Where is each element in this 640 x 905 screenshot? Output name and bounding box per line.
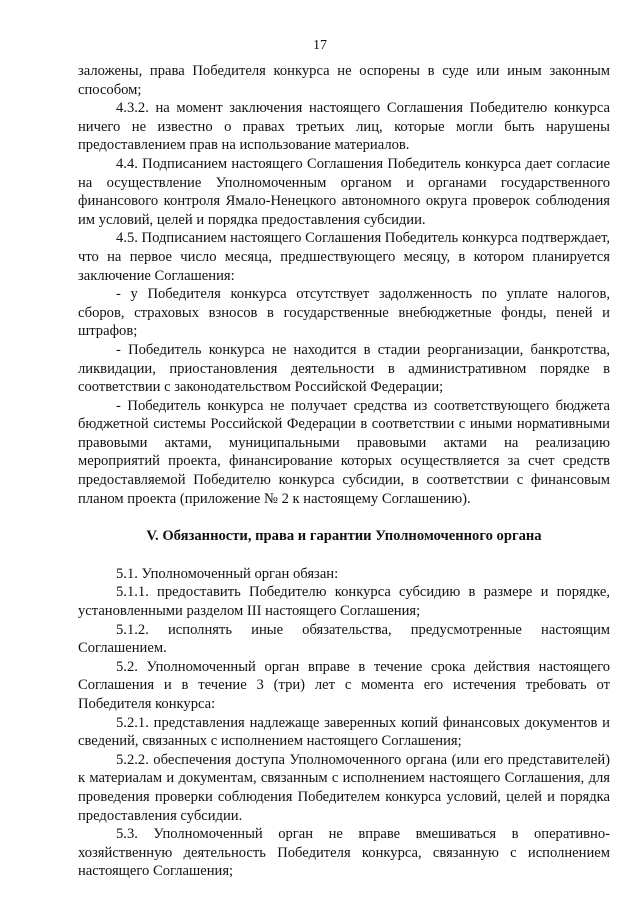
paragraph-5-2-1: 5.2.1. представления надлежаще заверенных копий финансовых документов и сведений, связанных с исполнением настоящего Соглашения; <box>78 714 610 750</box>
paragraph-5-1-2: 5.1.2. исполнять иные обязательства, предусмотренные настоящим Соглашением. <box>78 621 610 657</box>
paragraph-4-4: 4.4. Подписанием настоящего Соглашения Победитель конкурса дает согласие на осуществление Уполномоченным органом и органами государственного финансового контроля Ямало-Ненецкого автономного округа проверок соблюдения им условий, целей и порядка предоставления субсидии. <box>78 155 610 228</box>
list-item-no-reorganization: - Победитель конкурса не находится в стадии реорганизации, банкротства, ликвидации, приостановления деятельности в административном порядке в соответствии с законодательством Российской Федерации; <box>78 341 610 396</box>
paragraph-5-1: 5.1. Уполномоченный орган обязан: <box>116 565 339 582</box>
section-5-heading: V. Обязанности, права и гарантии Уполномоченного органа <box>146 528 542 545</box>
paragraph-5-2: 5.2. Уполномоченный орган вправе в течение срока действия настоящего Соглашения и в течение 3 (три) лет с момента его истечения требовать от Победителя конкурса: <box>78 658 610 712</box>
paragraph-5-2-2: 5.2.2. обеспечения доступа Уполномоченного органа (или его представителей) к материалам и документам, связанным с исполнением настоящего Соглашения, для проведения проверки соблюдения Победителем конкурса условий, целей и порядка предоставления субсидии. <box>78 751 610 824</box>
page-number: 17 <box>313 38 327 53</box>
paragraph-4-3-1-continuation: заложены, права Победителя конкурса не оспорены в суде или иным законным способом; <box>78 63 610 98</box>
document-body <box>78 62 610 881</box>
list-item-no-debt: - у Победителя конкурса отсутствует задолженность по уплате налогов, сборов, страховых взносов в государственные внебюджетные фонды, пеней и штрафов; <box>78 286 610 340</box>
paragraph-5-3: 5.3. Уполномоченный орган не вправе вмешиваться в оперативно-хозяйственную деятельность Победителя конкурса, связанную с исполнением настоящего Соглашения; <box>78 826 610 880</box>
list-item-no-other-funds: - Победитель конкурса не получает средства из соответствующего бюджета бюджетной системы Российской Федерации в соответствии с иными нормативными правовыми актами, муниципальными правовыми актами на реализацию мероприятий проекта, финансирование которых осуществляется за счет средств предоставляемой Победителю конкурса субсидии, в соответствии с финансовым планом проекта (приложение № 2 к настоящему Соглашению). <box>78 397 610 507</box>
paragraph-4-5: 4.5. Подписанием настоящего Соглашения Победитель конкурса подтверждает, что на первое число месяца, предшествующего месяцу, в котором планируется заключение Соглашения: <box>78 230 611 284</box>
paragraph-5-1-1: 5.1.1. предоставить Победителю конкурса субсидию в размере и порядке, установленными разделом III настоящего Соглашения; <box>78 584 610 620</box>
paragraph-4-3-2: 4.3.2. на момент заключения настоящего Соглашения Победителю конкурса ничего не известно о правах третьих лиц, которые могли быть нарушены предоставлением прав на использование материалов. <box>78 100 610 154</box>
